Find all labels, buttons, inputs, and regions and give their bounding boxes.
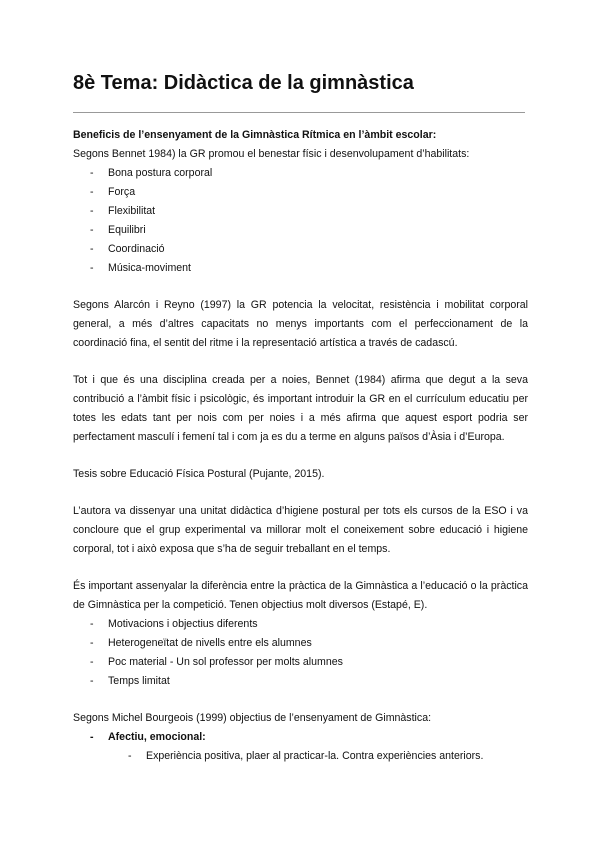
title-text: Didàctica de la gimnàstica [163,72,414,94]
paragraph-bourgeois: Segons Michel Bourgeois (1999) objectius de l’ensenyament de Gimnàstica: [73,712,432,724]
paragraph-autora: L’autora va dissenyar una unitat didàctica d’higiene postural per tots els cursos de la ESO i va concloure que el grup experimental va millorar molt el coneixement sobre educació i higiene corporal, tot i això exposa que s’ha de seguir treballant en el temps. [73,505,528,555]
differences-list [73,615,528,691]
paragraph-diferencia: És important assenyalar la diferència entre la pràctica de la Gimnàstica a l’educació o la pràctica de Gimnàstica per la competició. Tenen objectius molt diversos (Estapé, E). [73,580,528,611]
list-item: - Flexibilitat [90,202,528,221]
paragraph-alarcon: Segons Alarcón i Reyno (1997) la GR potencia la velocitat, resistència i mobilitat corporal general, a més d’altres capacitats no menys importants com el perfeccionament de la coordinació fina, el sentit del ritme i la representació artística a través de cadascú. [73,299,528,349]
list-item: - Afectiu, emocional: [90,728,528,747]
intro-paragraph: Segons Bennet 1984) la GR promou el benestar físic i desenvolupament d’habilitats: [73,148,470,160]
title-number: 8è Tema: [73,72,159,94]
paragraph-bennet: Tot i que és una disciplina creada per a noies, Bennet (1984) afirma que degut a la seva contribució a l’àmbit físic i psicològic, és important introduir la GR en el currículum educatiu per totes les edats tant per nois com per noies i a més afirma que aquest esport podria ser perfectament masculí i femení tal i com ja es du a terme en alguns països d’Àsia i d’Europa. [73,374,528,443]
section-heading: Beneficis de l’ensenyament de la Gimnàstica Rítmica en l’àmbit escolar: [73,129,437,141]
list-item: - Heterogeneïtat de nivells entre els alumnes [90,634,528,653]
list-item: - Música-moviment [90,259,528,278]
objectives-list [73,728,528,747]
list-item: - Força [90,183,528,202]
page-title [73,70,528,96]
paragraph-tesis: Tesis sobre Educació Física Postural (Pujante, 2015). [73,468,325,480]
list-item: - Equilibri [90,221,528,240]
list-item: - Poc material - Un sol professor per molts alumnes [90,653,528,672]
list-item: - Experiència positiva, plaer al practicar-la. Contra experiències anteriors. [128,747,528,766]
list-item: - Temps limitat [90,672,528,691]
list-item: - Bona postura corporal [90,164,528,183]
list-item: - Coordinació [90,240,528,259]
list-item: - Motivacions i objectius diferents [90,615,528,634]
objectives-sublist [73,747,528,766]
skills-list [73,164,528,278]
title-divider [73,112,525,113]
